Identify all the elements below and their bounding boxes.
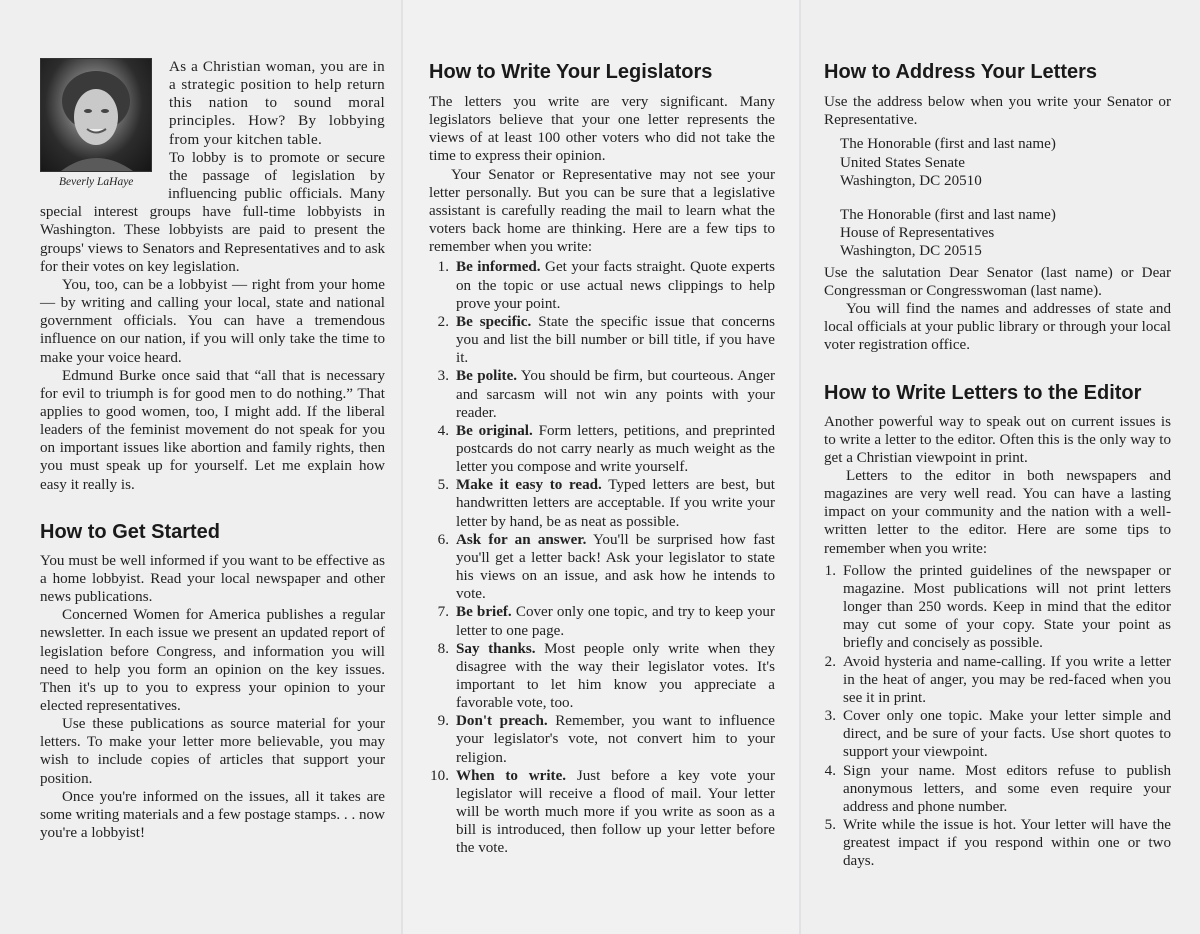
tip-text: Sign your name. Most editors refuse to publish anonymous letters, and some even require your address and phone number. — [843, 762, 1171, 815]
address-intro: Use the address below when you write your Senator or Representative. — [824, 94, 1171, 129]
get-started-heading: How to Get Started — [40, 520, 221, 543]
intro-paragraph-1: As a Christian woman, you are in a strategic position to help return this nation to sound moral principles. How? By lobbying from your kitchen table. — [169, 59, 385, 148]
intro-paragraph-3: You, too, can be a lobbyist — right from your home — by writing and calling your local, state and national government officials. You can have a tremendous influence on our nation, if you will only take the time to make your voice heard. — [40, 276, 385, 366]
tip-lead: Be original. — [456, 422, 533, 439]
tip-text: Get your facts straight. Quote experts on the topic or use actual news clippings to help prove your point. — [456, 259, 775, 312]
column-address-editor — [824, 58, 1171, 870]
get-started-paragraph-2: Concerned Women for America publishes a regular newsletter. In each issue we present an updated report of legislation before Congress, and information you will need to help you form an opinion on the key issues. Then it's up to you to express your opinion to your elected representatives. — [40, 607, 385, 714]
tip-lead: Ask for an answer. — [456, 531, 587, 548]
editor-tips-list — [824, 562, 1171, 871]
editor-paragraph-2: Letters to the editor in both newspapers and magazines are very well read. You can have a lasting impact on your community and the nation with a well-written letter to the editor. Here are some tips to remember when you write: — [824, 468, 1171, 557]
salutation-text: Use the salutation Dear Senator (last name) or Dear Congressman or Congresswoman (last name). — [824, 264, 1171, 299]
address-line: The Honorable (first and last name) — [840, 136, 1056, 153]
tip-number: 5. — [824, 816, 836, 833]
intro-paragraph-2: To lobby is to promote or secure the passage of legislation by influencing public officials. Many special interest groups have full-time lobbyists in Washington. These lobbyists are paid to present the groups' views to Senators and Representatives and to ask for their votes on key legislation. — [40, 149, 385, 275]
list-item — [429, 258, 775, 312]
editor-paragraph-1: Another powerful way to speak out on current issues is to write a letter to the editor. Often this is the only way to get a Christian viewpoint in print. — [824, 413, 1171, 466]
write-legislators-heading: How to Write Your Legislators — [429, 61, 713, 83]
list-item — [824, 762, 1171, 816]
tip-text: Follow the printed guidelines of the newspaper or magazine. Most publications will not print letters longer than 250 words. Keep in mind that the editor may cut some of your copy. State your point as briefly and concisely as possible. — [843, 562, 1171, 652]
tip-number: 3. — [437, 368, 449, 385]
photo-caption: Beverly LaHaye — [59, 176, 134, 188]
tip-lead: Be brief. — [456, 604, 512, 621]
get-started-paragraph-4: Once you're informed on the issues, all it takes are some writing materials and a few postage stamps. . . now you're a lobbyist! — [40, 788, 385, 842]
list-item — [429, 531, 775, 604]
tip-lead: When to write. — [456, 767, 567, 784]
column-intro — [40, 58, 385, 842]
tip-number: 2. — [824, 653, 836, 670]
tip-text: Most people only write when they disagree with the way their legislator votes. It's important to let him know you appreciate a favorable vote, too. — [456, 640, 776, 712]
tip-text: Cover only one topic, and try to keep your letter to one page. — [456, 604, 776, 639]
address-letters-heading: How to Address Your Letters — [824, 61, 1098, 83]
address-line: United States Senate — [840, 154, 965, 171]
tip-number: 2. — [437, 313, 449, 330]
tip-lead: Don't preach. — [456, 713, 548, 730]
officials-text: You will find the names and addresses of state and local officials at your public library or through your local voter registration office. — [824, 301, 1171, 354]
tip-lead: Be specific. — [456, 313, 532, 330]
house-address — [840, 206, 1171, 261]
tip-number: 9. — [437, 713, 449, 730]
editor-letters-heading: How to Write Letters to the Editor — [824, 381, 1142, 404]
list-item — [824, 653, 1171, 707]
list-item — [429, 603, 775, 639]
tip-text: Cover only one topic. Make your letter simple and direct, and be sure of your facts. Use short quotes to support your viewpoint. — [843, 708, 1171, 761]
tip-text: Just before a key vote your legislator will receive a flood of mail. Your letter will be worth much more if you write as soon as a bill is introduced, then follow up your letter before the vote. — [456, 767, 775, 857]
get-started-paragraph-3: Use these publications as source material for your letters. To make your letter more believable, you may wish to include copies of articles that support your position. — [40, 716, 385, 787]
tip-text: Write while the issue is hot. Your letter will have the greatest impact if you respond within one or two days. — [843, 816, 1171, 870]
tip-text: Avoid hysteria and name-calling. If you write a letter in the heat of anger, you may be red-faced when you see it in print. — [843, 653, 1171, 706]
list-item — [824, 562, 1171, 653]
tip-text: You'll be surprised how fast you'll get a letter back! Ask your legislator to state his views on an issue, and ask how he intends to vote. — [456, 531, 775, 603]
get-started-paragraph-1: You must be well informed if you want to be effective as a home lobbyist. Read your local newspaper and other news publications. — [40, 552, 385, 606]
tip-lead: Be polite. — [456, 368, 518, 385]
address-line: The Honorable (first and last name) — [840, 206, 1056, 223]
tip-number: 10. — [430, 767, 449, 784]
tip-lead: Be informed. — [456, 259, 541, 276]
tip-number: 4. — [437, 422, 449, 439]
fold-line-left — [401, 0, 403, 934]
author-photo — [40, 58, 152, 172]
tip-lead: Make it easy to read. — [456, 477, 602, 494]
list-item — [429, 767, 775, 858]
tip-text: You should be firm, but courteous. Anger and sarcasm will not win any points with your reader. — [456, 368, 775, 421]
tip-text: State the specific issue that concerns you and list the bill number or bill title, if you have it. — [456, 313, 776, 367]
list-item — [824, 707, 1171, 761]
tip-number: 6. — [437, 531, 449, 548]
list-item — [429, 422, 775, 476]
address-line: House of Representatives — [840, 224, 995, 241]
column-legislators — [429, 58, 775, 858]
list-item — [429, 712, 775, 766]
legislators-paragraph-1: The letters you write are very significant. Many legislators believe that your one letter represents the views of at least 100 other voters who did not take the time to express their opinion. — [429, 94, 775, 165]
address-line: Washington, DC 20515 — [840, 243, 982, 260]
intro-paragraph-4: Edmund Burke once said that “all that is necessary for evil to triumph is for good men to do nothing.” That applies to good women, too, I might add. If the liberal leaders of the feminist movement do not speak for you on important issues like abortion and family rights, then you must speak up for yourself. Let me explain how easy it really is. — [40, 367, 385, 493]
tip-number: 1. — [824, 562, 836, 579]
address-line: Washington, DC 20510 — [840, 173, 982, 190]
legislators-paragraph-2: Your Senator or Representative may not see your letter personally. But you can be sure that a legislative assistant is carefully reading the mail to learn what the voters back home are thinking. Here are a few tips to remember when you write: — [429, 166, 775, 256]
list-item — [429, 313, 775, 367]
tip-number: 8. — [437, 640, 449, 657]
tip-text: Form letters, petitions, and preprinted postcards do not carry nearly as much weight as the letter you compose and write yourself. — [456, 422, 775, 476]
list-item — [429, 367, 775, 421]
list-item — [429, 640, 775, 713]
senate-address — [840, 135, 1171, 190]
tip-text: Remember, you want to influence your legislator's vote, not convert him to your religion. — [456, 713, 775, 766]
tip-text: Typed letters are best, but handwritten letters are acceptable. If you write your letter by hand, be as neat as possible. — [456, 477, 776, 530]
tip-number: 1. — [437, 259, 449, 276]
tip-number: 3. — [824, 708, 836, 725]
legislator-tips-list — [429, 258, 775, 857]
list-item — [824, 816, 1171, 870]
tip-lead: Say thanks. — [456, 640, 536, 657]
list-item — [429, 476, 775, 530]
tip-number: 7. — [437, 604, 449, 621]
tip-number: 4. — [824, 762, 836, 779]
photo-caption-wrap — [40, 174, 150, 190]
fold-line-right — [799, 0, 801, 934]
tip-number: 5. — [437, 477, 449, 494]
